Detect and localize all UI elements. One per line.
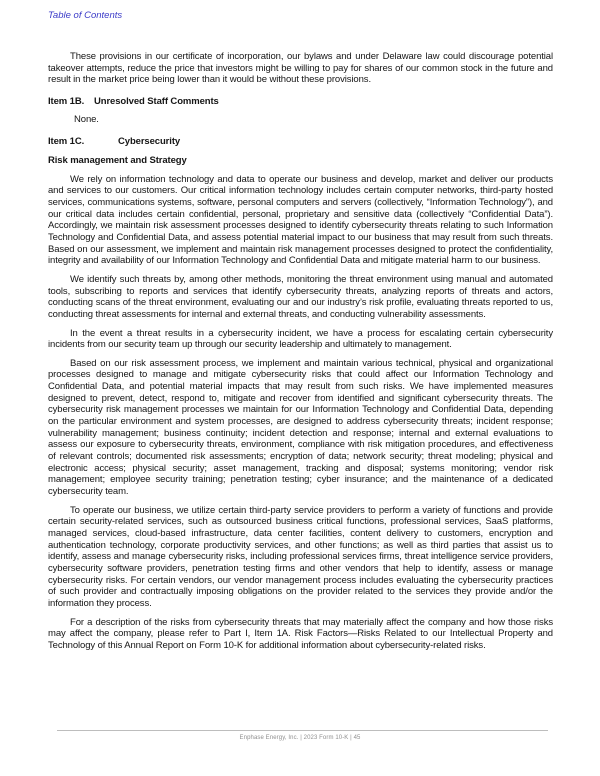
heading-item-1b bbox=[48, 96, 553, 108]
paragraph-risk-factors-reference: For a description of the risks from cybersecurity threats that may materially affect the company and how those risks may affect the company, please refer to Part I, Item 1A. Risk Factors—Risks Related to our Intellectual Property and Technology of this Annual Report on Form 10-K for additional information about cybersecurity-related risks. bbox=[48, 616, 553, 651]
paragraph-provisions: These provisions in our certificate of incorporation, our bylaws and under Delaware law could discourage potential takeover attempts, reduce the price that investors might be willing to pay for shares of our common stock in the future and result in the market price being lower than it would be without these provisions. bbox=[48, 51, 553, 86]
footer-text: Enphase Energy, Inc. | 2023 Form 10-K | 45 bbox=[239, 735, 361, 741]
footer-divider bbox=[57, 730, 548, 731]
toc-row bbox=[48, 10, 553, 22]
heading-item-1c bbox=[48, 136, 553, 148]
item-1b-title: Unresolved Staff Comments bbox=[94, 95, 219, 107]
heading-risk-management-and-strategy: Risk management and Strategy bbox=[48, 154, 187, 166]
paragraph-incident-escalation: In the event a threat results in a cybersecurity incident, we have a process for escalating certain cybersecurity incidents from our security team up through our security leadership and ultimately to management. bbox=[48, 327, 553, 351]
paragraph-none: None. bbox=[74, 113, 99, 125]
item-1c-label: Item 1C. bbox=[48, 135, 85, 147]
page-footer bbox=[0, 730, 600, 741]
item-1c-title: Cybersecurity bbox=[118, 135, 181, 147]
paragraph-risk-assessment-process: Based on our risk assessment process, we implement and maintain various technical, physical and organizational processes designed to manage and mitigate cybersecurity risks that could affect our Information Technology and Confidential Data, and potential material impacts that may result from such risks. We have implemented measures designed to prevent, detect, respond to, mitigate and recover from identified and significant cybersecurity threats. The cybersecurity risk management processes we maintain for our Information Technology and Confidential Data, depending on the particular environment and system processes, are designed to address cybersecurity threats; incident response; vulnerability management; business continuity; incident detection and response; internal and external evaluations to assess our exposure to cybersecurity threats, environment, compliance with risk mitigation procedures, and effectiveness of relevant controls; documented risk assessments; encryption of data; network security; threat modeling; physical and electronic access; physical security; asset management, tracking and disposal; systems monitoring; vendor risk management; employee security training; penetration testing; cyber insurance; and the maintenance of a dedicated cybersecurity team. bbox=[48, 357, 553, 498]
item-1b-label: Item 1B. bbox=[48, 95, 85, 107]
paragraph-third-party-providers: To operate our business, we utilize certain third-party service providers to perform a variety of functions and provide certain security-related services, such as outsourced business critical functions, professional services, SaaS platforms, managed services, cloud-based infrastructure, data center facilities, content delivery to customers, encryption and authentication technology, corporate productivity services, and other functions; as well as third parties that assist us to identify, assess and manage cybersecurity risks, including professional services firms, threat intelligence service providers, cybersecurity software providers, penetration testing firms and other vendors that help to identify, assess or manage cybersecurity risks. For certain vendors, our vendor management process includes evaluating the cybersecurity practices of such provider and contractually imposing obligations on the provider related to the services they provide and/or the information they process. bbox=[48, 504, 553, 609]
paragraph-we-rely: We rely on information technology and data to operate our business and develop, market and deliver our products and services to our customers. Our critical information technology includes certain computer networks, third-party hosted services, communications systems, software, personal computers and servers (collectively, “Information Technology”), and our critical data includes certain confidential, personal, proprietary and sensitive data (collectively “Confidential Data”). Accordingly, we maintain risk assessment processes designed to identify cybersecurity threats relating to such Information Technology and Confidential Data, and assess potential material impact to our business that may result from such threats. Based on our assessment, we implement and maintain risk management processes designed to protect the confidentiality, integrity and availability of our Information Technology and Confidential Data and mitigate material harm to our business. bbox=[48, 173, 553, 267]
paragraph-we-identify: We identify such threats by, among other methods, monitoring the threat environment using manual and automated tools, subscribing to reports and services that identify cybersecurity threats, analyzing reports of threats and actors, conducting scans of the threat environment, evaluating our and our industry’s risk profile, evaluating threats reported to us, conducting threat assessments for internal and external threats, and conducting vulnerability assessments. bbox=[48, 273, 553, 320]
table-of-contents-link[interactable]: Table of Contents bbox=[48, 10, 123, 21]
